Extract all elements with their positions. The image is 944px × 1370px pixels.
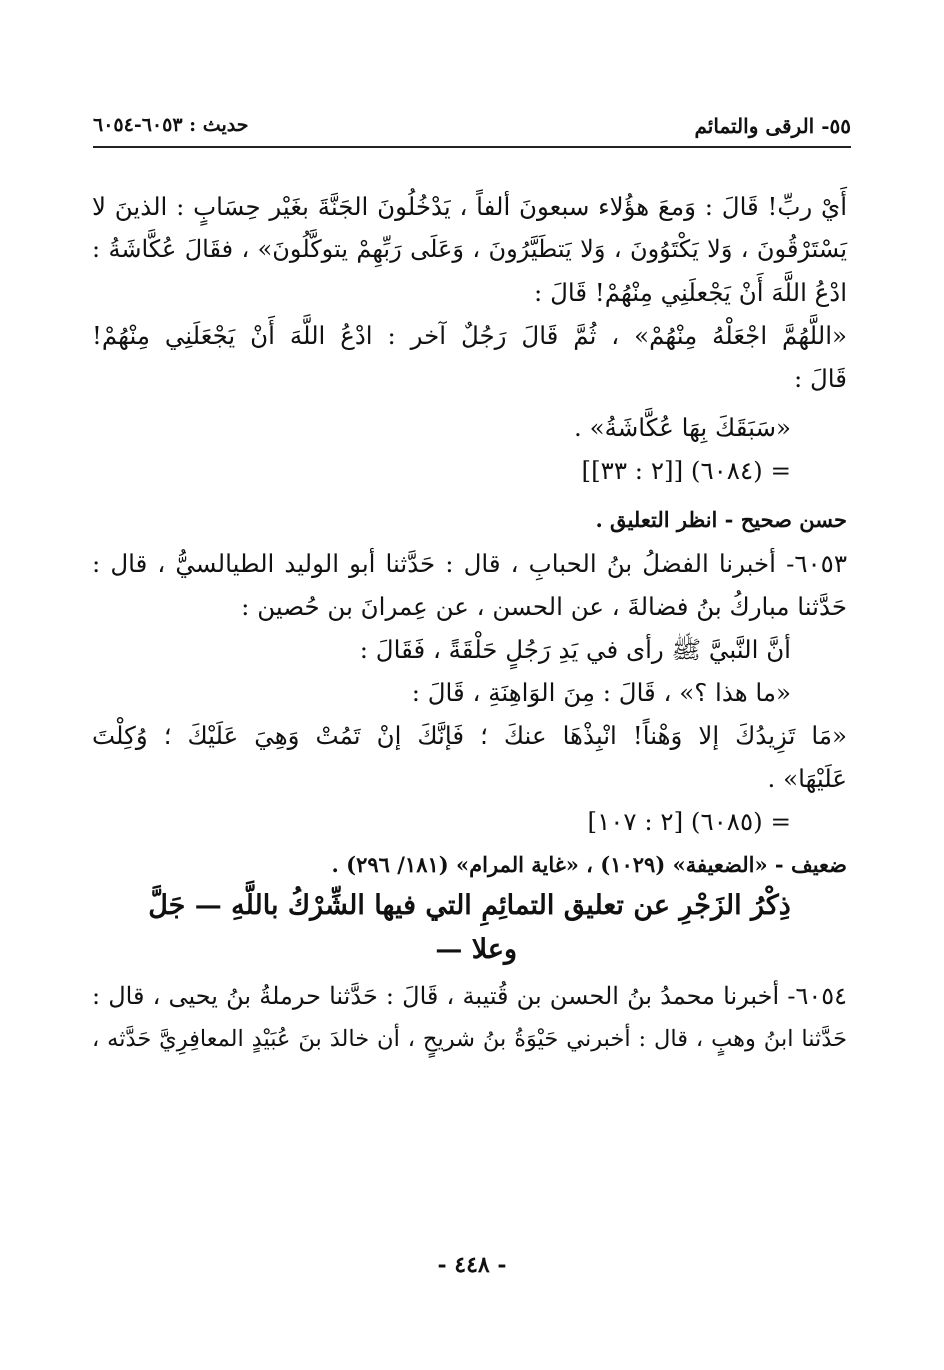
hadith-range: حديث : ٦٠٥٣-٦٠٥٤ — [93, 114, 249, 136]
text-line: حَدَّثنا مباركُ بنُ فضالةَ ، عن الحسن ، عن عِمرانَ بن حُصين : — [241, 592, 847, 621]
section-heading: ذِكْرُ الزَجْرِ عن تعليق التمائِمِ التي فيها الشِّرْكُ باللَّهِ — جَلَّ — [148, 890, 791, 921]
text-line: قَالَ : — [793, 364, 847, 393]
cross-reference: = (٦٠٨٤) [[٢ : ٣٣]] — [581, 456, 791, 485]
text-line: يَسْتَرْقُونَ ، وَلا يَكْتَوُونَ ، وَلا يَتطَيَّرُونَ ، وَعَلَى رَبِّهِمْ يتوكَّلُونَ» ، فقَالَ عُكَّاشَةُ : — [92, 235, 847, 263]
grading: ضعيف - «الضعيفة» (١٠٢٩) ، «غاية المرام» (١٨١/ ٢٩٦) . — [331, 852, 847, 877]
text-line: «اللَّهُمَّ اجْعَلْهُ مِنْهُمْ» ، ثُمَّ قَالَ رَجُلٌ آخر : ادْعُ اللَّهَ أَنْ يَجْعَلَنِي مِنْهُمْ! — [92, 321, 847, 350]
cross-reference: = (٦٠٨٥) [٢ : ١٠٧] — [587, 807, 791, 836]
hadith-6054-isnad: ٦٠٥٤- أخبرنا محمدُ بنُ الحسن بن قُتيبة ، قَالَ : حَدَّثنا حرملةُ بنُ يحيى ، قال : — [92, 982, 847, 1010]
prophet-quote: «سَبَقَكَ بِهَا عُكَّاشَةُ» . — [574, 413, 791, 442]
hadith-6053-isnad: ٦٠٥٣- أخبرنا الفضلُ بنُ الحبابِ ، قال : حَدَّثنا أبو الوليد الطيالسيُّ ، قال : — [92, 549, 847, 578]
section-heading-cont: وعلا — — [435, 934, 517, 965]
text-line: عَلَيْهَا» . — [767, 764, 847, 793]
page-body — [92, 188, 847, 1058]
text-line: «مَا تَزِيدُكَ إلا وَهْناً! انْبِذْهَا عنكَ ؛ فَإنَّكَ إنْ تَمُتْ وَهِيَ عَلَيْكَ ؛ وُكِلْتَ — [92, 721, 847, 750]
page-number: - ٤٤٨ - — [437, 1252, 507, 1278]
text-line: حَدَّثنا ابنُ وهبٍ ، قال : أخبرني حَيْوَةُ بنُ شريحٍ ، أن خالدَ بنَ عُبَيْدٍ المعافِرِيَّ حَدَّثه ، — [92, 1026, 847, 1052]
text-line: «ما هذا ؟» ، قَالَ : مِنَ الوَاهِنَةِ ، قَالَ : — [411, 678, 791, 707]
text-line: أنَّ النَّبيَّ ﷺ رأى في يَدِ رَجُلٍ حَلْقَةً ، فَقَالَ : — [359, 635, 791, 664]
page-header — [93, 110, 851, 148]
text-line: أَيْ ربِّ! قَالَ : وَمعَ هؤُلاء سبعونَ ألفاً ، يَدْخُلُونَ الجَنَّةَ بغَيْر حِسَابٍ : الذينَ لا — [92, 192, 847, 221]
grading: حسن صحيح - انظر التعليق . — [595, 507, 847, 532]
chapter-title: ٥٥- الرقى والتمائم — [694, 114, 851, 138]
text-line: ادْعُ اللَّهَ أَنْ يَجْعلَنِي مِنْهُمْ! قَالَ : — [534, 278, 847, 307]
